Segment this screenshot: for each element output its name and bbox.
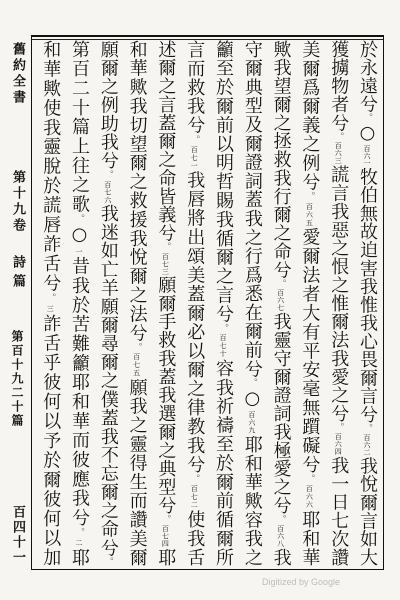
punctuation-mark: 。 (304, 474, 315, 485)
scripture-text: 我靈守爾證詞我極愛之兮 (270, 312, 292, 515)
punctuation-mark: 。 (131, 342, 142, 353)
verse-number: 百七十 (219, 334, 228, 359)
scripture-text: ○ (357, 122, 378, 144)
scripture-text: 耶和華 (299, 510, 321, 566)
verse-number: 百七一 (190, 145, 199, 170)
scripture-text: 獲擄物者兮 (328, 40, 350, 132)
text-column (295, 40, 324, 566)
scripture-text: 言而救我兮 (184, 40, 206, 135)
margin-page-number: 百四十一 (10, 505, 25, 565)
punctuation-mark: 。 (102, 169, 113, 180)
verse-number: 百六五 (305, 202, 314, 227)
margin-book-name: 詩篇 (10, 255, 25, 293)
verse-number: 百六二 (363, 433, 371, 456)
text-column (93, 40, 122, 566)
verse-number: 一 (75, 247, 84, 256)
scripture-text: 耶 (69, 548, 91, 566)
scripture-text: 籲至於爾前以明哲賜我循爾之言兮 (213, 40, 235, 324)
punctuation-mark: 。 (102, 557, 113, 566)
scripture-text: 昔我於苦難籲耶和華而彼應我兮 (69, 256, 91, 528)
verse-number: 百六九 (247, 410, 256, 435)
scripture-text: 我 (270, 548, 292, 566)
scripture-text: 詐舌乎彼何以予於爾彼何以加 (40, 314, 62, 566)
scripture-text: 我一日七次讚 (328, 456, 350, 566)
punctuation-mark: 。 (333, 422, 344, 432)
margin-volume: 第十九卷 (10, 170, 25, 234)
punctuation-mark: 。 (275, 278, 286, 289)
punctuation-mark: 。 (218, 323, 229, 334)
verse-number: 三 (46, 304, 55, 314)
text-column (151, 40, 180, 566)
punctuation-mark: 。 (189, 134, 200, 145)
text-columns (35, 40, 381, 566)
punctuation-mark: 。 (160, 514, 171, 524)
scripture-text: 願我之靈得生而讚美爾 (126, 377, 148, 566)
text-column (122, 40, 151, 566)
verse-number: 二 (75, 538, 84, 548)
scripture-text: 愛爾法者大有平安毫無躓礙兮 (299, 227, 321, 475)
verse-number: 百七四 (161, 524, 170, 547)
scripture-text: 牧伯無故迫害我惟我心畏爾言兮 (357, 167, 378, 424)
punctuation-mark: 。 (189, 474, 200, 485)
verse-number: 百七二 (190, 485, 199, 510)
punctuation-mark: 。 (333, 131, 344, 142)
scripture-text: 和華歟使我靈脫於謊唇詐舌兮 (40, 40, 62, 294)
scripture-text: 耶和華歟容我之 (241, 435, 263, 566)
scripture-text: 第百二十篇上往之歌 (69, 40, 91, 214)
punctuation-mark: 。 (304, 191, 315, 202)
scripture-text: 和華歟我切望爾之救援我悅爾之法兮 (126, 40, 148, 343)
punctuation-mark: 。 (246, 378, 257, 389)
punctuation-mark: 。 (45, 293, 56, 304)
scripture-text: 守爾典型及爾證詞蓋我之行爲悉在爾前兮 (241, 40, 263, 379)
scripture-text: ○ (69, 224, 91, 247)
scripture-text: 述爾之言蓋爾之命皆義兮 (155, 40, 177, 243)
scripture-text: 耶 (155, 548, 177, 566)
scripture-text: 願爾手救我蓋我選爾之典型兮 (155, 275, 177, 515)
scripture-text: 歟我望爾之拯救我行爾之命兮 (270, 40, 292, 279)
text-column (35, 40, 64, 566)
verse-number: 百七三 (161, 252, 170, 275)
text-column (352, 40, 381, 566)
text-column (64, 40, 93, 566)
scripture-text: 於永遠兮 (357, 40, 378, 114)
scripture-text: 使我舌 (184, 510, 206, 566)
scripture-text: 我悅爾言如大 (357, 456, 378, 566)
verse-number: 百六七 (276, 289, 285, 312)
punctuation-mark: 。 (362, 113, 372, 123)
scripture-text: 願爾之例助我兮 (97, 40, 119, 170)
text-column (237, 40, 266, 566)
scripture-text: 美爾爲爾義之例兮 (299, 40, 321, 192)
scripture-text: 謊言我惡之恨之惟爾法我愛之兮 (328, 165, 350, 423)
verse-number: 百七五 (132, 353, 141, 377)
punctuation-mark: 。 (74, 527, 85, 538)
scripture-text: ○ (241, 388, 263, 410)
margin-book-title: 舊約全書 (10, 42, 25, 106)
text-column (179, 40, 208, 566)
punctuation-mark: 。 (160, 242, 171, 252)
text-column (323, 40, 352, 566)
punctuation-mark: 。 (74, 213, 85, 225)
verse-number: 百六一 (363, 144, 371, 167)
scripture-text: 我迷如亡羊願爾尋爾之僕蓋我不忘爾之命兮 (97, 204, 119, 558)
verse-number: 百六三 (334, 142, 343, 165)
watermark: Digitized by Google (262, 577, 341, 587)
verse-number: 百六八 (276, 524, 285, 547)
margin-chapters: 第百十九二十篇 (10, 330, 24, 428)
text-column (266, 40, 295, 566)
verse-number: 百六六 (305, 485, 314, 510)
text-column (208, 40, 237, 566)
punctuation-mark: 。 (362, 423, 372, 433)
scripture-text: 我唇將出頌美蓋爾必以爾之律教我兮 (184, 170, 206, 475)
verse-number: 百七六 (103, 180, 112, 204)
scripture-text: 容我祈禱至於爾前循爾所 (213, 359, 235, 566)
verse-number: 百六四 (334, 433, 343, 456)
punctuation-mark: 。 (275, 514, 286, 524)
